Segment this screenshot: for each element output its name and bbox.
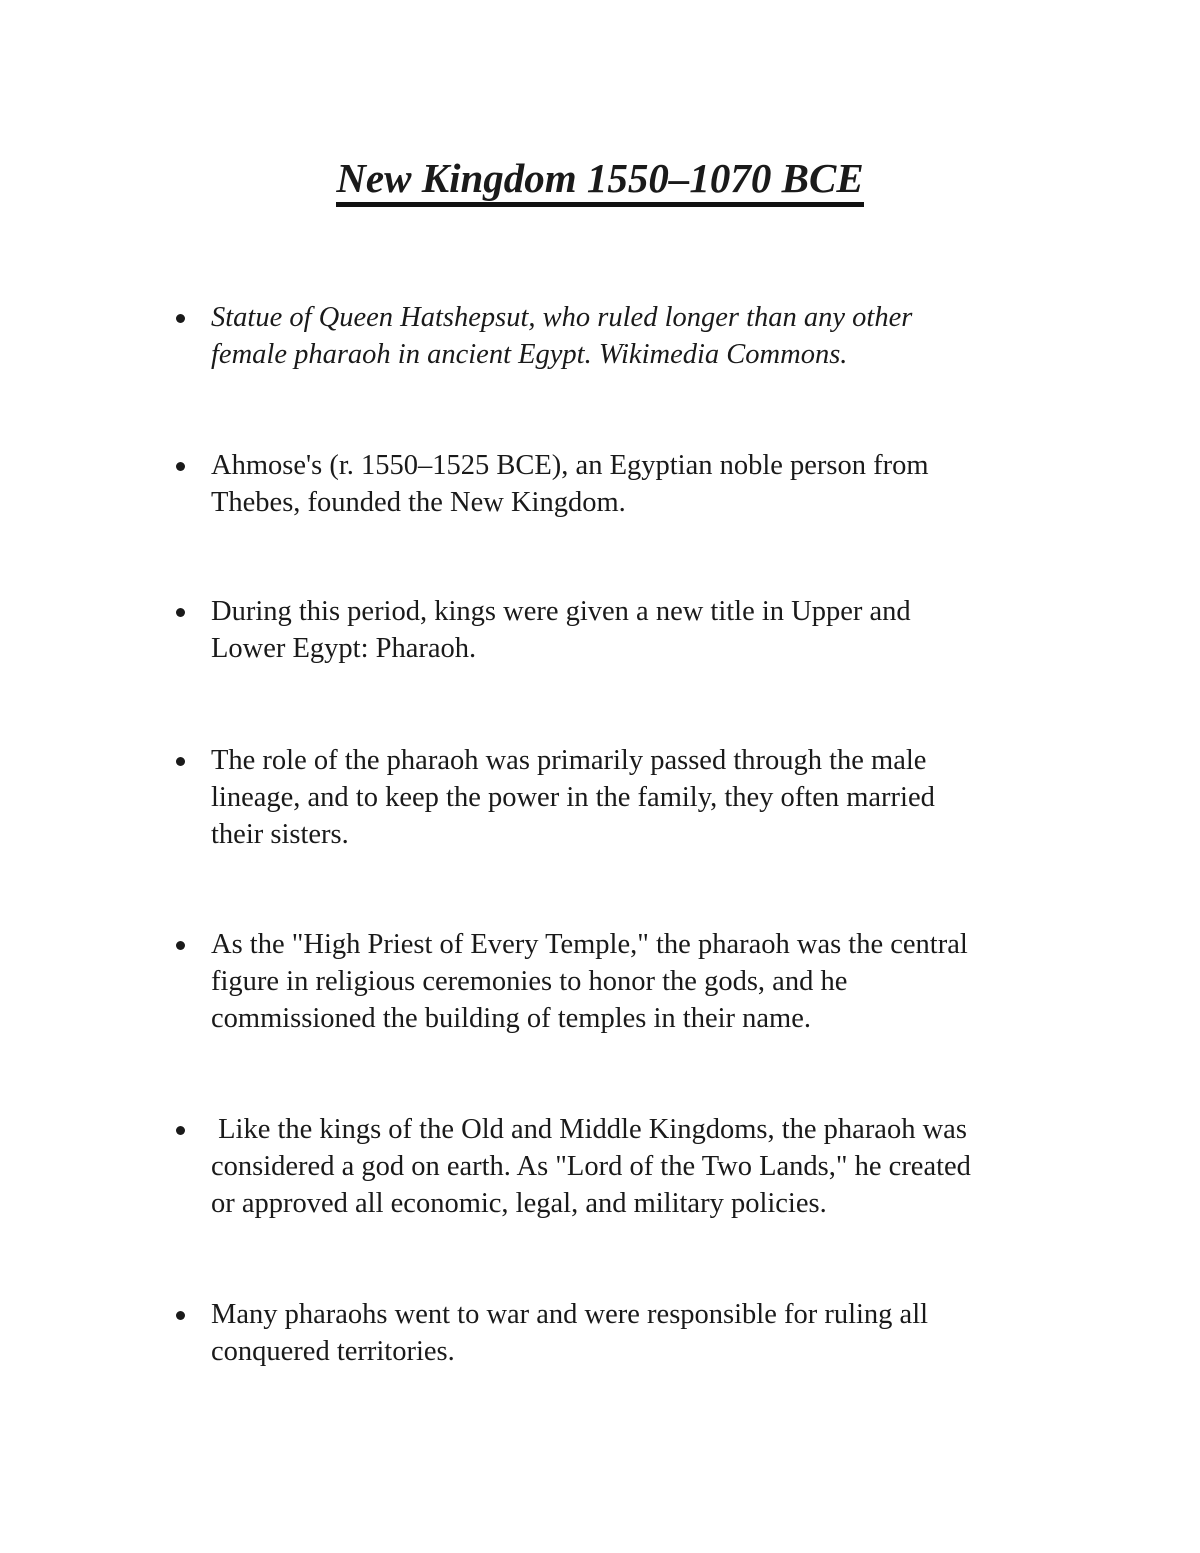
list-item-line: Like the kings of the Old and Middle Kingdoms, the pharaoh was — [211, 1114, 967, 1145]
list-item-line: Lower Egypt: Pharaoh. — [211, 633, 477, 664]
bullet-icon — [176, 608, 185, 617]
list-item-line: figure in religious ceremonies to honor the gods, and he — [211, 966, 848, 997]
list-item-line: or approved all economic, legal, and military policies. — [211, 1188, 827, 1219]
list-item-line: Ahmose's (r. 1550–1525 BCE), an Egyptian noble person from — [211, 450, 929, 481]
list-item — [211, 447, 1071, 521]
bullet-icon — [176, 1311, 185, 1320]
list-item — [211, 1111, 1071, 1222]
list-item-line: considered a god on earth. As "Lord of the Two Lands," he created — [211, 1151, 971, 1182]
bullet-icon — [176, 941, 185, 950]
page-title-text: New Kingdom 1550–1070 BCE — [336, 155, 863, 207]
list-item-line: Statue of Queen Hatshepsut, who ruled longer than any other — [211, 302, 913, 333]
bullet-icon — [176, 757, 185, 766]
list-item-line: The role of the pharaoh was primarily passed through the male — [211, 745, 927, 776]
list-item-line: female pharaoh in ancient Egypt. Wikimedia Commons. — [211, 339, 848, 370]
bullet-icon — [176, 462, 185, 471]
list-item — [211, 593, 1071, 667]
list-item-line: Many pharaohs went to war and were responsible for ruling all — [211, 1299, 929, 1330]
list-item-line: commissioned the building of temples in their name. — [211, 1003, 811, 1034]
bullet-icon — [176, 1126, 185, 1135]
list-item-line: conquered territories. — [211, 1336, 455, 1367]
list-item — [211, 299, 1071, 373]
list-item — [211, 926, 1071, 1037]
list-item-line: Thebes, founded the New Kingdom. — [211, 487, 626, 518]
bullet-icon — [176, 314, 185, 323]
list-item-line: During this period, kings were given a new title in Upper and — [211, 596, 911, 627]
list-item — [211, 1296, 1071, 1370]
list-item-line: lineage, and to keep the power in the family, they often married — [211, 782, 935, 813]
page-title — [0, 152, 1200, 204]
list-item-line: As the "High Priest of Every Temple," the pharaoh was the central — [211, 929, 968, 960]
list-item-line: their sisters. — [211, 819, 349, 850]
list-item — [211, 742, 1071, 853]
